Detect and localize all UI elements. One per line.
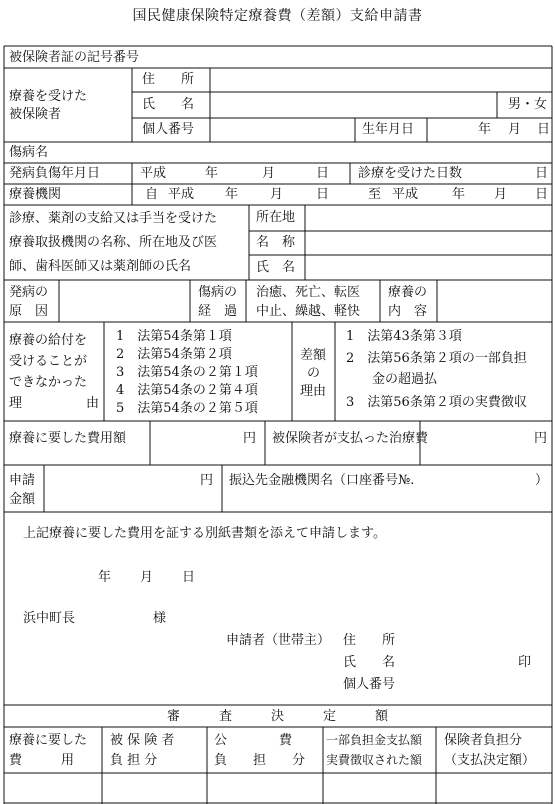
- apply-yen: 円: [200, 473, 214, 488]
- days-unit: 日: [535, 166, 549, 181]
- name-label: 氏 名: [142, 97, 195, 112]
- insured-number-field[interactable]: [160, 47, 550, 67]
- birthdate-label: 生年月日: [362, 122, 415, 137]
- period-era: 平成: [168, 187, 195, 202]
- progress-label-2: 経 過: [198, 304, 238, 319]
- content-label-1: 療養の: [388, 285, 428, 300]
- period-year2: 年: [452, 187, 466, 202]
- period-day: 日: [316, 187, 330, 202]
- reason-diff-option-2-cont: 金の超過払: [372, 372, 438, 387]
- personal-number-field[interactable]: [211, 119, 354, 141]
- review-col2-b: 負 担 分: [110, 753, 158, 768]
- onset-year-unit: 年: [205, 166, 219, 181]
- statement-text: 上記療養に要した費用を証する別紙書類を添えて申請します。: [23, 526, 386, 541]
- applicant-name-label: 氏 名: [343, 655, 396, 670]
- cause-label-1: 発病の: [9, 285, 49, 300]
- onset-era: 平成: [140, 166, 167, 181]
- address-field[interactable]: [211, 69, 551, 91]
- outcome-options-1[interactable]: 治癒、死亡、転医: [256, 285, 361, 300]
- content-label-2: 内 容: [388, 304, 428, 319]
- reason-unable-label-2: 受けることが: [9, 354, 88, 369]
- reason-unable-label-3: できなかった: [9, 375, 88, 390]
- reason-unable-option-1[interactable]: 1 法第54条第１項: [116, 329, 232, 344]
- review-copay-field[interactable]: [324, 774, 435, 802]
- review-insurer-share-field[interactable]: [437, 774, 551, 802]
- onset-label: 発病負傷年月日: [9, 166, 101, 181]
- address-label: 住 所: [142, 72, 195, 87]
- personal-number-label: 個人番号: [142, 122, 195, 137]
- reason-diff-option-3[interactable]: 3 法第56条第２項の実費徴収: [346, 395, 527, 410]
- sama-label: 様: [153, 611, 167, 626]
- content-field[interactable]: [438, 281, 551, 321]
- bank-field[interactable]: [420, 466, 530, 492]
- reason-diff-label-3: 理由: [300, 384, 327, 399]
- provider-location-field[interactable]: [306, 206, 551, 230]
- review-col5-b: （支払決定額）: [444, 753, 536, 768]
- bank-label: 振込先金融機関名（口座番号№.: [229, 473, 415, 488]
- disease-name-field[interactable]: [70, 143, 550, 162]
- review-col1-b: 費 用: [9, 753, 75, 768]
- review-cost-field[interactable]: [5, 774, 101, 802]
- review-public-share-field[interactable]: [208, 774, 322, 802]
- reason-diff-option-1[interactable]: 1 法第43条第３項: [346, 329, 462, 344]
- reason-diff-option-2[interactable]: 2 法第56条第２項の一部負担: [346, 351, 527, 366]
- reason-unable-option-5[interactable]: 5 法第54条の２第５項: [116, 401, 258, 416]
- reason-unable-label-4a: 理: [9, 396, 23, 411]
- applicant-number-label: 個人番号: [343, 677, 396, 692]
- paid-label: 被保険者が支払った治療費: [272, 431, 429, 446]
- provider-name-label: 名 称: [256, 235, 296, 250]
- cost-yen: 円: [243, 431, 257, 446]
- period-label: 療養機関: [9, 187, 62, 202]
- reason-unable-option-4[interactable]: 4 法第54条の２第４項: [116, 383, 258, 398]
- bank-close: ）: [535, 473, 549, 488]
- period-to: 至: [368, 187, 382, 202]
- period-day2: 日: [535, 187, 549, 202]
- apply-label-1: 申請: [9, 473, 36, 488]
- period-era2: 平成: [392, 187, 419, 202]
- name-field[interactable]: [211, 93, 496, 117]
- insured-label-2: 被保険者: [9, 107, 62, 122]
- period-from: 自: [145, 187, 159, 202]
- provider-person-field[interactable]: [306, 256, 551, 279]
- provider-name-field[interactable]: [306, 232, 551, 254]
- review-col4-b: 実費徴収された額: [326, 753, 423, 767]
- outcome-options-2[interactable]: 中止、繰越、軽快: [256, 304, 361, 319]
- insured-number-label: 被保険者証の記号番号: [9, 50, 140, 65]
- review-header: 審 査 決 定 額: [166, 709, 388, 724]
- applicant-address-label: 住 所: [343, 633, 396, 648]
- applicant-number-field[interactable]: [410, 674, 548, 694]
- birth-month-unit: 月: [508, 122, 522, 137]
- period-month2: 月: [494, 187, 508, 202]
- review-col3-b: 負 担 分: [214, 753, 306, 768]
- days-label: 診療を受けた日数: [358, 166, 463, 181]
- paid-field[interactable]: [421, 422, 551, 464]
- reason-unable-option-2[interactable]: 2 法第54条第２項: [116, 347, 232, 362]
- progress-label-1: 傷病の: [198, 285, 238, 300]
- applicant-name-field[interactable]: [410, 652, 510, 672]
- review-col3-a: 公 費: [214, 733, 293, 748]
- reason-unable-label-1: 療養の給付を: [9, 333, 88, 348]
- onset-day-unit: 日: [316, 166, 330, 181]
- review-col2-a: 被 保 険 者: [110, 733, 175, 748]
- apply-label-2: 金額: [9, 492, 36, 507]
- seal-mark: 印: [518, 655, 532, 670]
- reason-unable-label-4b: 由: [86, 396, 100, 411]
- provider-label-1: 診療、薬剤の支給又は手当を受けた: [9, 211, 218, 226]
- period-year: 年: [225, 187, 239, 202]
- form-title: 国民健康保険特定療養費（差額）支給申請書: [132, 8, 423, 24]
- sex-select[interactable]: 男・女: [508, 97, 548, 112]
- provider-label-2: 療養取扱機関の名称、所在地及び医: [9, 235, 218, 250]
- birth-day-unit: 日: [537, 122, 551, 137]
- review-col4-a: 一部負担金支払額: [326, 733, 423, 747]
- reason-diff-label-2: の: [307, 366, 321, 381]
- review-col1-a: 療養に要した: [9, 733, 88, 748]
- reason-diff-label-1: 差額: [300, 348, 327, 363]
- cost-label: 療養に要した費用額: [9, 431, 127, 446]
- applicant-address-field[interactable]: [410, 630, 548, 650]
- onset-month-unit: 月: [262, 166, 276, 181]
- paid-yen: 円: [534, 431, 548, 446]
- disease-name-label: 傷病名: [9, 145, 49, 160]
- birth-year-unit: 年: [478, 122, 492, 137]
- date-day: 日: [182, 570, 196, 585]
- mayor-label: 浜中町長: [23, 611, 76, 626]
- review-insured-share-field[interactable]: [103, 774, 206, 802]
- date-month: 月: [140, 570, 154, 585]
- applicant-label: 申請者（世帯主）: [226, 633, 331, 648]
- date-year: 年: [98, 570, 112, 585]
- period-month: 月: [270, 187, 284, 202]
- reason-unable-option-3[interactable]: 3 法第54条の２第１項: [116, 365, 258, 380]
- insured-label-1: 療養を受けた: [9, 89, 88, 104]
- cause-label-2: 原 因: [9, 304, 49, 319]
- cause-field[interactable]: [60, 281, 189, 321]
- review-col5-a: 保険者負担分: [444, 733, 523, 748]
- apply-amount-field[interactable]: [45, 466, 221, 511]
- provider-location-label: 所在地: [256, 210, 296, 225]
- provider-label-3: 師、歯科医師又は薬剤師の氏名: [9, 259, 192, 274]
- provider-person-label: 氏 名: [256, 260, 296, 275]
